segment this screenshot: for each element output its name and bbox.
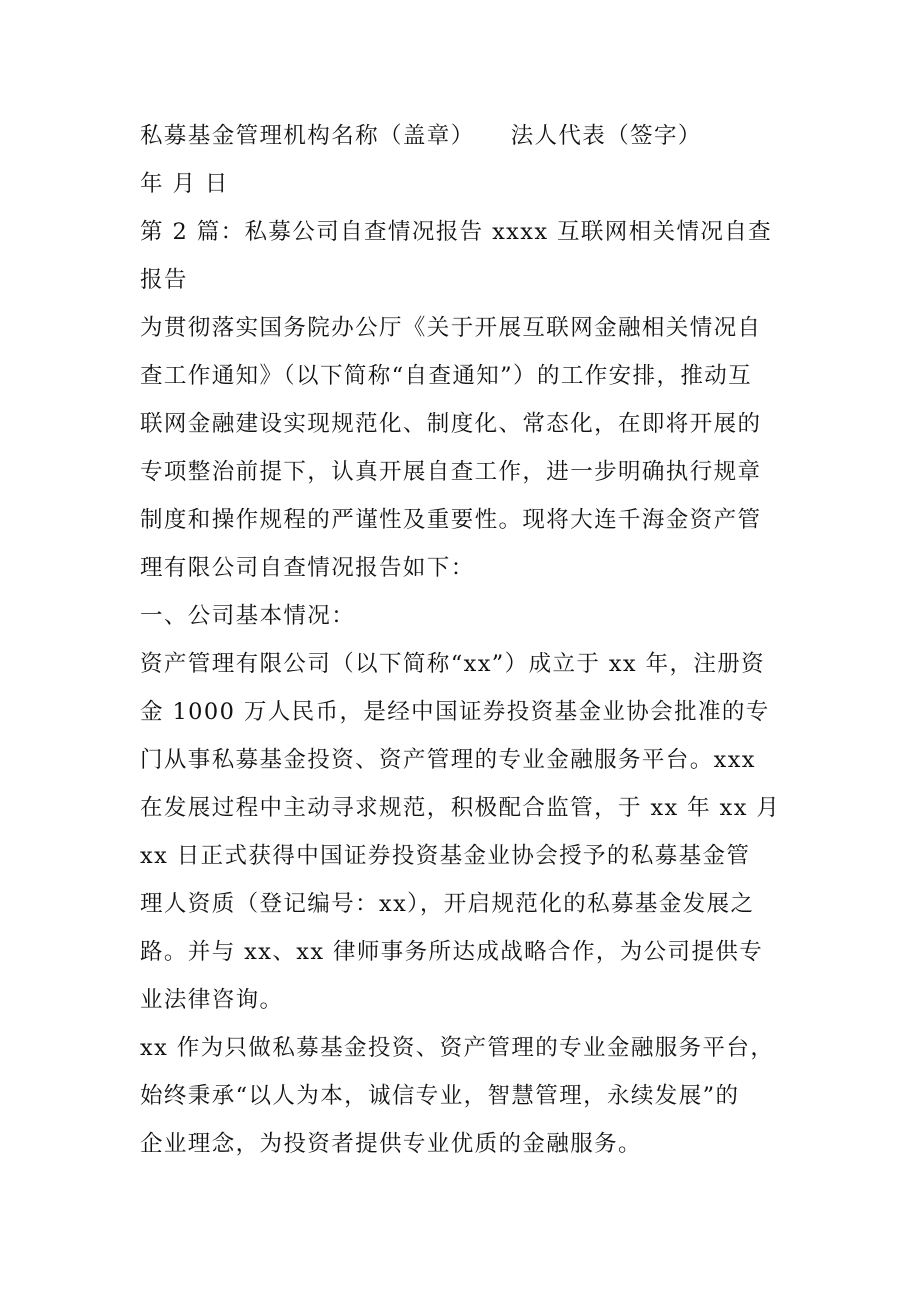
paragraph-line: 金 1000 万人民币，是经中国证券投资基金业协会批准的专: [140, 699, 770, 725]
paragraph-line: 业法律咨询。: [140, 987, 284, 1013]
document-body: [140, 112, 785, 1168]
paragraph-line: 企业理念，为投资者提供专业优质的金融服务。: [140, 1131, 642, 1157]
paragraph-line: 始终秉承“以人为本，诚信专业，智慧管理，永续发展”的: [140, 1083, 740, 1109]
paragraph-line: xx 日正式获得中国证券投资基金业协会授予的私募基金管: [140, 843, 751, 869]
paragraph-line: 理人资质（登记编号：xx），开启规范化的私募基金发展之: [140, 891, 755, 917]
paragraph-line: 专项整治前提下，认真开展自查工作，进一步明确执行规章: [140, 459, 762, 485]
section-title-line-1: 第 2 篇：私募公司自查情况报告 xxxx 互联网相关情况自查: [140, 219, 773, 245]
paragraph-line: 查工作通知》（以下简称“自查通知”）的工作安排，推动互: [140, 363, 753, 389]
paragraph-line: 路。并与 xx、xx 律师事务所达成战略合作，为公司提供专: [140, 939, 764, 965]
paragraph-line: 在发展过程中主动寻求规范，积极配合监管，于 xx 年 xx 月: [140, 795, 781, 821]
date-line: 年 月 日: [140, 171, 229, 197]
paragraph-line: 为贯彻落实国务院办公厅《关于开展互联网金融相关情况自: [140, 315, 762, 341]
paragraph-line: 理有限公司自查情况报告如下：: [140, 555, 475, 581]
paragraph-line: 制度和操作规程的严谨性及重要性。现将大连千海金资产管: [140, 507, 762, 533]
paragraph-line: 资产管理有限公司（以下简称“xx”）成立于 xx 年，注册资: [140, 651, 766, 677]
section-heading: 一、公司基本情况：: [140, 603, 356, 629]
org-seal-label: 私募基金管理机构名称（盖章）: [140, 123, 475, 149]
signature-line: [140, 112, 785, 160]
paragraph-line: 联网金融建设实现规范化、制度化、常态化，在即将开展的: [140, 411, 762, 437]
paragraph-line: 门从事私募基金投资、资产管理的专业金融服务平台。xxx: [140, 747, 756, 773]
legal-rep-signature-label: 法人代表（签字）: [510, 123, 702, 149]
section-title-line-2: 报告: [140, 267, 188, 293]
paragraph-line: xx 作为只做私募基金投资、资产管理的专业金融服务平台，: [140, 1035, 775, 1061]
